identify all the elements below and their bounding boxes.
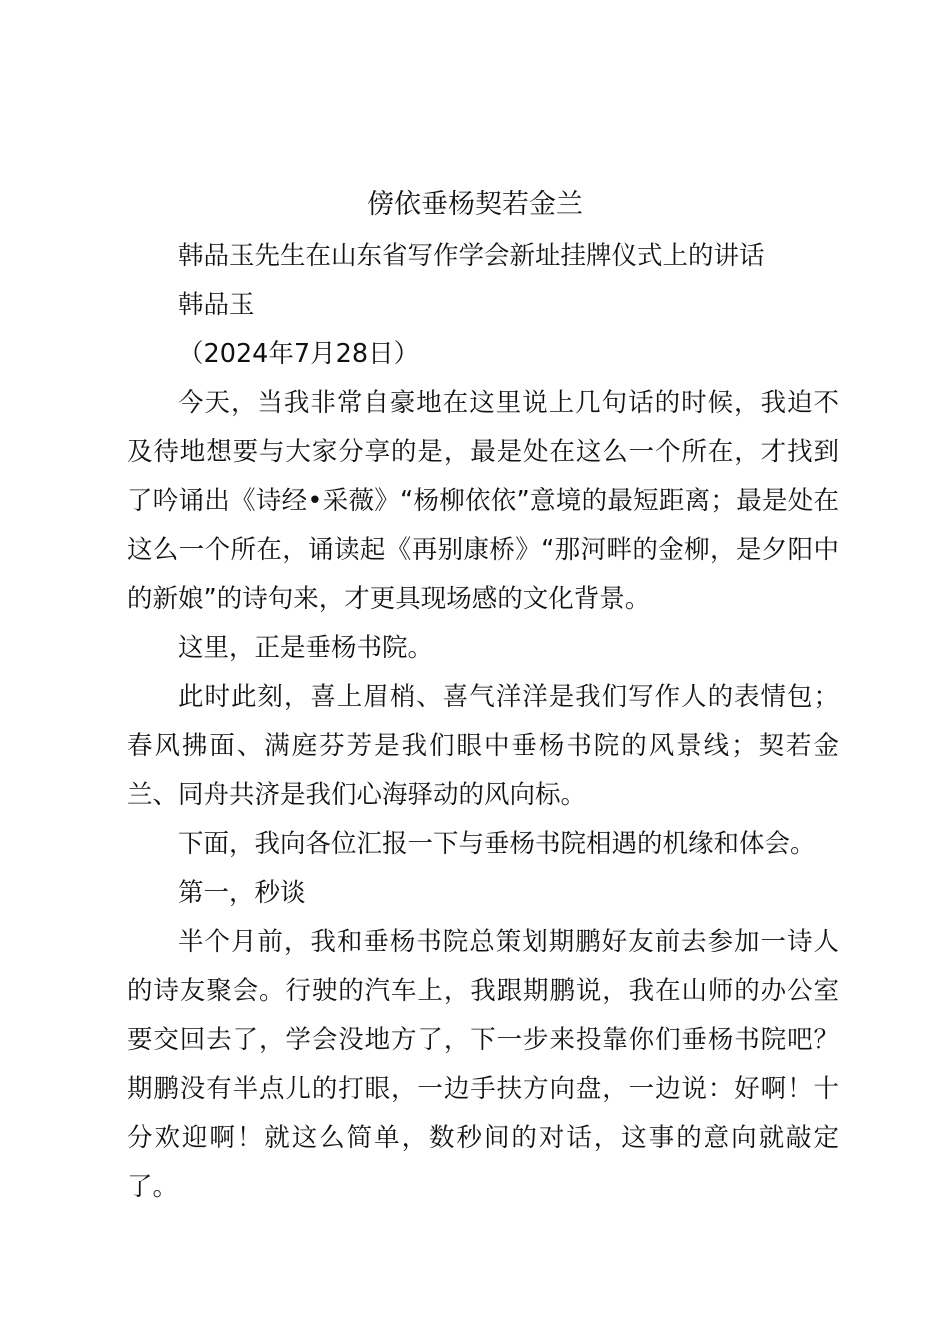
paragraph: 这里，正是垂杨书院。 — [178, 633, 434, 663]
paragraph: 此时此刻，喜上眉梢、喜气洋洋是我们写作人的表情包；春风拂面、满庭芬芳是我们眼中垂杨书院的风景线；契若金兰、同舟共济是我们心海驿动的风向标。 — [127, 682, 839, 810]
section-heading: 第一，秒谈 — [178, 878, 306, 908]
document-title: 傍依垂杨契若金兰 — [367, 189, 583, 220]
paragraph: 下面，我向各位汇报一下与垂杨书院相遇的机缘和体会。 — [178, 829, 816, 859]
date: （2024年7月28日） — [178, 339, 420, 369]
paragraph: 今天，当我非常自豪地在这里说上几句话的时候，我迫不及待地想要与大家分享的是，最是处在这么一个所在，才找到了吟诵出《诗经•采薇》“杨柳依依”意境的最短距离；最是处在这么一个所在，诵读起《再别康桥》“那河畔的金柳，是夕阳中的新娘”的诗句来，才更具现场感的文化背景。 — [127, 388, 839, 614]
document-body — [127, 232, 839, 1212]
subtitle: 韩品玉先生在山东省写作学会新址挂牌仪式上的讲话 — [178, 241, 765, 271]
author: 韩品玉 — [178, 290, 255, 320]
paragraph: 半个月前，我和垂杨书院总策划期鹏好友前去参加一诗人的诗友聚会。行驶的汽车上，我跟期鹏说，我在山师的办公室要交回去了，学会没地方了，下一步来投靠你们垂杨书院吧？期鹏没有半点儿的打眼，一边手扶方向盘，一边说：好啊！十分欢迎啊！就这么简单，数秒间的对话，这事的意向就敲定了。 — [127, 927, 839, 1202]
